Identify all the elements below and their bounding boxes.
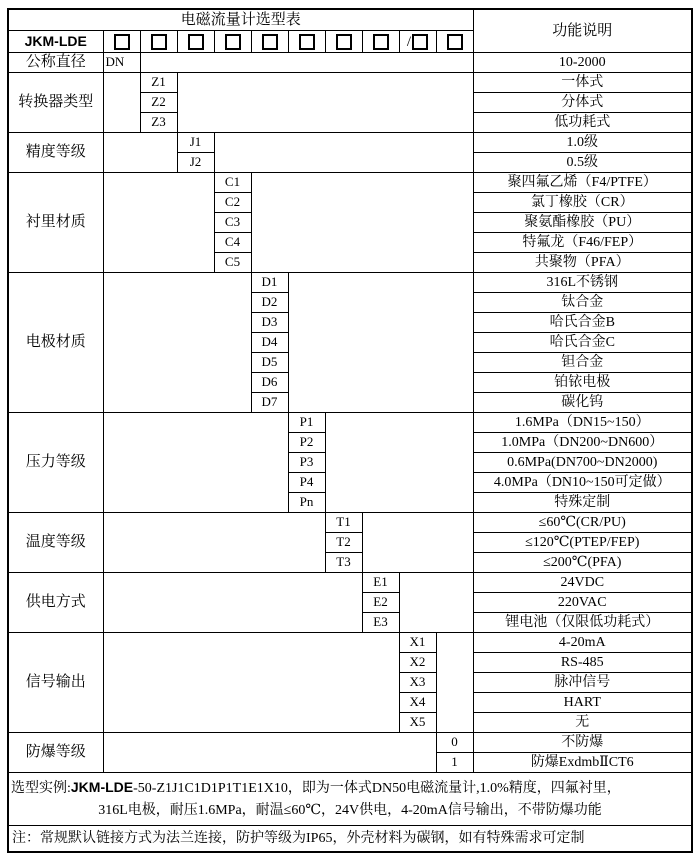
code-cell: C4 — [214, 233, 251, 253]
code-cell: T3 — [325, 553, 362, 573]
spec-cell: 1.0MPa（DN200~DN600） — [473, 433, 692, 453]
code-cell: D3 — [251, 313, 288, 333]
checkbox-icon[interactable] — [188, 34, 204, 50]
spec-cell: 钛合金 — [473, 293, 692, 313]
empty-cell — [251, 173, 473, 273]
spec-cell: 0.6MPa(DN700~DN2000) — [473, 453, 692, 473]
spec-cell: 钽合金 — [473, 353, 692, 373]
page-title: 电磁流量计选型表 — [8, 9, 473, 31]
code-cell: E2 — [362, 593, 399, 613]
spec-cell: 铂铱电极 — [473, 373, 692, 393]
code-cell: Z1 — [140, 73, 177, 93]
spec-cell: 碳化钨 — [473, 393, 692, 413]
spec-cell: 聚四氟乙烯（F4/PTFE） — [473, 173, 692, 193]
group-label-explosion-proof: 防爆等级 — [8, 733, 103, 773]
spec-cell: 防爆ExdmbⅡCT6 — [473, 753, 692, 773]
checkbox-icon[interactable] — [336, 34, 352, 50]
spec-cell: 不防爆 — [473, 733, 692, 753]
selection-table — [7, 8, 693, 853]
model-checkbox-cell[interactable] — [325, 31, 362, 53]
checkbox-icon[interactable] — [225, 34, 241, 50]
model-checkbox-cell[interactable] — [436, 31, 473, 53]
group-label-signal-output: 信号输出 — [8, 633, 103, 733]
empty-cell — [288, 273, 473, 413]
spec-cell: 分体式 — [473, 93, 692, 113]
empty-cell — [103, 573, 362, 633]
code-cell: X4 — [399, 693, 436, 713]
empty-cell — [103, 413, 288, 513]
spec-cell: 锂电池（仅限低功耗式） — [473, 613, 692, 633]
empty-cell — [399, 573, 473, 633]
empty-cell — [436, 633, 473, 733]
code-cell: P2 — [288, 433, 325, 453]
selection-example — [8, 773, 692, 826]
code-cell: T2 — [325, 533, 362, 553]
code-cell: X5 — [399, 713, 436, 733]
spec-cell: 4.0MPa（DN10~150可定做） — [473, 473, 692, 493]
empty-cell — [103, 513, 325, 573]
model-label: JKM-LDE — [8, 31, 103, 53]
code-cell: X2 — [399, 653, 436, 673]
checkbox-icon[interactable] — [114, 34, 130, 50]
code-cell: Z3 — [140, 113, 177, 133]
code-cell: DN — [103, 53, 140, 73]
empty-cell — [140, 53, 473, 73]
spec-cell: 10-2000 — [473, 53, 692, 73]
checkbox-icon[interactable] — [373, 34, 389, 50]
code-cell: P1 — [288, 413, 325, 433]
model-checkbox-cell[interactable] — [214, 31, 251, 53]
model-checkbox-cell[interactable] — [288, 31, 325, 53]
checkbox-icon[interactable] — [151, 34, 167, 50]
code-cell: E1 — [362, 573, 399, 593]
spec-cell: RS-485 — [473, 653, 692, 673]
spec-cell: 316L不锈钢 — [473, 273, 692, 293]
spec-cell: HART — [473, 693, 692, 713]
empty-cell — [214, 133, 473, 173]
spec-cell: 1.6MPa（DN15~150） — [473, 413, 692, 433]
spec-cell: ≤120℃(PTEP/FEP) — [473, 533, 692, 553]
example-model-code: JKM-LDE — [70, 778, 134, 795]
spec-cell: 特殊定制 — [473, 493, 692, 513]
spec-cell: 无 — [473, 713, 692, 733]
example-rest: -50-Z1J1C1D1P1T1E1X10，即为一体式DN50电磁流量计,1.0%精度，四氟衬里， — [133, 780, 621, 796]
spec-cell: 哈氏合金B — [473, 313, 692, 333]
spec-cell: 共聚物（PFA） — [473, 253, 692, 273]
checkbox-icon[interactable] — [447, 34, 463, 50]
group-label-temperature: 温度等级 — [8, 513, 103, 573]
group-label-lining: 衬里材质 — [8, 173, 103, 273]
empty-cell — [362, 513, 473, 573]
code-cell: J2 — [177, 153, 214, 173]
spec-cell: 24VDC — [473, 573, 692, 593]
group-label-electrode: 电极材质 — [8, 273, 103, 413]
empty-cell — [103, 273, 251, 413]
slash-separator: / — [406, 33, 412, 50]
model-checkbox-cell[interactable] — [399, 31, 436, 53]
example-prefix: 选型实例: — [11, 780, 71, 796]
spec-cell: 脉冲信号 — [473, 673, 692, 693]
code-cell: D6 — [251, 373, 288, 393]
model-checkbox-cell[interactable] — [177, 31, 214, 53]
code-cell: C1 — [214, 173, 251, 193]
spec-cell: ≤60℃(CR/PU) — [473, 513, 692, 533]
code-cell: Pn — [288, 493, 325, 513]
code-cell: D5 — [251, 353, 288, 373]
empty-cell — [103, 173, 214, 273]
empty-cell — [103, 73, 140, 133]
empty-cell — [325, 413, 473, 513]
code-cell: X1 — [399, 633, 436, 653]
code-cell: C2 — [214, 193, 251, 213]
selection-example-line2: 316L电极，耐压1.6MPa，耐温≤60℃，24V供电，4-20mA信号输出，不带防爆功能 — [98, 802, 602, 818]
code-cell: D2 — [251, 293, 288, 313]
code-cell: E3 — [362, 613, 399, 633]
selection-example-line1 — [11, 777, 689, 800]
checkbox-icon[interactable] — [299, 34, 315, 50]
checkbox-icon[interactable] — [262, 34, 278, 50]
code-cell: C3 — [214, 213, 251, 233]
code-cell: X3 — [399, 673, 436, 693]
code-cell: T1 — [325, 513, 362, 533]
empty-cell — [177, 73, 473, 133]
code-cell: 0 — [436, 733, 473, 753]
model-checkbox-cell[interactable] — [103, 31, 140, 53]
checkbox-icon[interactable] — [412, 34, 428, 50]
code-cell: J1 — [177, 133, 214, 153]
spec-cell: 0.5级 — [473, 153, 692, 173]
spec-cell: 1.0级 — [473, 133, 692, 153]
spec-cell: 一体式 — [473, 73, 692, 93]
code-cell: Z2 — [140, 93, 177, 113]
spec-cell: 4-20mA — [473, 633, 692, 653]
code-cell: D4 — [251, 333, 288, 353]
note-text: 注：常规默认链接方式为法兰连接，防护等级为IP65，外壳材料为碳钢，如有特殊需求可定制 — [8, 826, 692, 853]
spec-cell: 特氟龙（F46/FEP） — [473, 233, 692, 253]
spec-cell: ≤200℃(PFA) — [473, 553, 692, 573]
empty-cell — [103, 133, 177, 173]
group-label-accuracy: 精度等级 — [8, 133, 103, 173]
spec-cell: 低功耗式 — [473, 113, 692, 133]
spec-cell: 哈氏合金C — [473, 333, 692, 353]
spec-cell: 220VAC — [473, 593, 692, 613]
group-label-pressure: 压力等级 — [8, 413, 103, 513]
code-cell: P4 — [288, 473, 325, 493]
group-label-converter-type: 转换器类型 — [8, 73, 103, 133]
group-label-diameter: 公称直径 — [8, 53, 103, 73]
function-header: 功能说明 — [473, 9, 692, 53]
empty-cell — [103, 733, 436, 773]
spec-cell: 氯丁橡胶（CR） — [473, 193, 692, 213]
code-cell: 1 — [436, 753, 473, 773]
group-label-power-supply: 供电方式 — [8, 573, 103, 633]
model-checkbox-cell[interactable] — [140, 31, 177, 53]
model-checkbox-cell[interactable] — [362, 31, 399, 53]
code-cell: C5 — [214, 253, 251, 273]
code-cell: D1 — [251, 273, 288, 293]
model-checkbox-cell[interactable] — [251, 31, 288, 53]
spec-cell: 聚氨酯橡胶（PU） — [473, 213, 692, 233]
empty-cell — [103, 633, 399, 733]
code-cell: P3 — [288, 453, 325, 473]
code-cell: D7 — [251, 393, 288, 413]
